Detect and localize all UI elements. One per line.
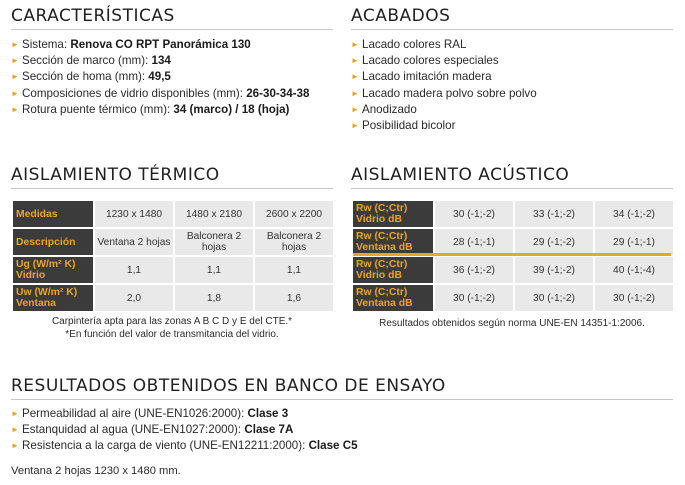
table-row: [353, 257, 673, 283]
resultados-footnote: Ventana 2 hojas 1230 x 1480 mm.: [11, 465, 181, 477]
table-cell: 30 (-1;-2): [515, 285, 593, 311]
bullet-arrow-icon: ►: [351, 72, 359, 82]
table-row: [13, 229, 333, 255]
row-header: Rw (C;Ctr) Vidrio dB: [353, 201, 433, 227]
bullet-arrow-icon: ►: [351, 56, 359, 66]
bullet-arrow-icon: ►: [11, 409, 19, 418]
resultados-title: RESULTADOS OBTENIDOS EN BANCO DE ENSAYO: [11, 376, 446, 396]
acabados-rule: [351, 29, 673, 30]
bullet-arrow-icon: ►: [11, 88, 19, 98]
table-cell: 28 (-1;-1): [435, 229, 513, 255]
table-row: [13, 257, 333, 283]
bullet-arrow-icon: ►: [351, 88, 359, 98]
bullet-arrow-icon: ►: [11, 56, 19, 66]
table-cell: 30 (-1;-2): [435, 285, 513, 311]
acabados-list: [351, 37, 537, 134]
list-item: ► Lacado imitación madera: [351, 69, 537, 85]
table-cell: Ventana 2 hojas: [95, 229, 173, 255]
table-row: [353, 201, 673, 227]
resultados-rule: [11, 399, 673, 400]
table-row: [13, 285, 333, 311]
table-cell: 1230 x 1480: [95, 201, 173, 227]
list-item: ► Composiciones de vidrio disponibles (mm): 26-30-34-38: [11, 86, 309, 102]
bullet-arrow-icon: ►: [11, 40, 19, 49]
termico-table: [11, 199, 335, 313]
table-cell: 2,0: [95, 285, 173, 311]
bullet-arrow-icon: ►: [11, 425, 19, 435]
row-header: Descripción: [13, 229, 93, 255]
table-cell: 29 (-1;-2): [515, 229, 593, 255]
list-item: ► Resistencia a la carga de viento (UNE-EN12211:2000): Clase C5: [11, 438, 358, 454]
table-cell: 1,1: [255, 257, 333, 283]
bullet-arrow-icon: ►: [11, 441, 19, 451]
table-cell: 1,1: [175, 257, 253, 283]
table-cell: 40 (-1;-4): [595, 257, 673, 283]
table-row: [353, 285, 673, 311]
table-cell: 1,8: [175, 285, 253, 311]
caracteristicas-title: CARACTERÍSTICAS: [11, 6, 175, 26]
table-cell: 1,6: [255, 285, 333, 311]
caracteristicas-list: [11, 37, 309, 118]
list-item: ► Posibilidad bicolor: [351, 118, 537, 134]
table-cell: 39 (-1;-2): [515, 257, 593, 283]
row-header: Ug (W/m² K) Vidrio: [13, 257, 93, 283]
caracteristicas-rule: [11, 29, 333, 30]
list-item: ► Sección de homa (mm): 49,5: [11, 69, 309, 85]
list-item: ► Rotura puente térmico (mm): 34 (marco) / 18 (hoja): [11, 102, 309, 118]
list-item: ► Estanquidad al agua (UNE-EN1027:2000): Clase 7A: [11, 422, 358, 438]
row-header: Rw (C;Ctr) Ventana dB: [353, 229, 433, 255]
table-cell: Balconera 2 hojas: [175, 229, 253, 255]
bullet-arrow-icon: ►: [11, 104, 19, 114]
acustico-title: AISLAMIENTO ACÚSTICO: [351, 165, 570, 185]
list-item: ► Lacado colores especiales: [351, 53, 537, 69]
acustico-note: Resultados obtenidos según norma UNE-EN 14351-1:2006.: [379, 318, 645, 329]
list-item: ► Anodizado: [351, 102, 537, 118]
acabados-title: ACABADOS: [351, 6, 451, 26]
acustico-rule: [351, 188, 673, 189]
table-cell: 36 (-1;-2): [435, 257, 513, 283]
resultados-list: [11, 406, 358, 455]
termico-note: Carpintería apta para las zonas A B C D y E del CTE.* *En función del valor de transmitancia del vidrio.: [51, 316, 293, 340]
bullet-arrow-icon: ►: [11, 72, 19, 82]
table-row: [353, 229, 673, 255]
table-cell: 1,1: [95, 257, 173, 283]
list-item: ► Lacado madera polvo sobre polvo: [351, 86, 537, 102]
termico-title: AISLAMIENTO TÉRMICO: [11, 165, 220, 185]
bullet-arrow-icon: ►: [351, 40, 359, 49]
list-item: ► Sistema: Renova CO RPT Panorámica 130: [11, 37, 309, 53]
acustico-table: [351, 199, 675, 313]
table-cell: 30 (-1;-2): [435, 201, 513, 227]
row-header: Uw (W/m² K) Ventana: [13, 285, 93, 311]
table-cell: 33 (-1;-2): [515, 201, 593, 227]
list-item: ► Lacado colores RAL: [351, 37, 537, 53]
bullet-arrow-icon: ►: [351, 121, 359, 131]
bullet-arrow-icon: ►: [351, 104, 359, 114]
table-cell: Balconera 2 hojas: [255, 229, 333, 255]
list-item: ► Permeabilidad al aire (UNE-EN1026:2000): Clase 3: [11, 406, 358, 422]
table-cell: 34 (-1;-2): [595, 201, 673, 227]
row-header: Rw (C;Ctr) Ventana dB: [353, 285, 433, 311]
table-cell: 2600 x 2200: [255, 201, 333, 227]
row-header: Medidas: [13, 201, 93, 227]
table-cell: 29 (-1;-1): [595, 229, 673, 255]
list-item: ► Sección de marco (mm): 134: [11, 53, 309, 69]
table-row: [13, 201, 333, 227]
table-group-divider: [353, 253, 671, 256]
table-cell: 30 (-1;-2): [595, 285, 673, 311]
termico-rule: [11, 188, 333, 189]
table-cell: 1480 x 2180: [175, 201, 253, 227]
row-header: Rw (C;Ctr) Vidrio dB: [353, 257, 433, 283]
